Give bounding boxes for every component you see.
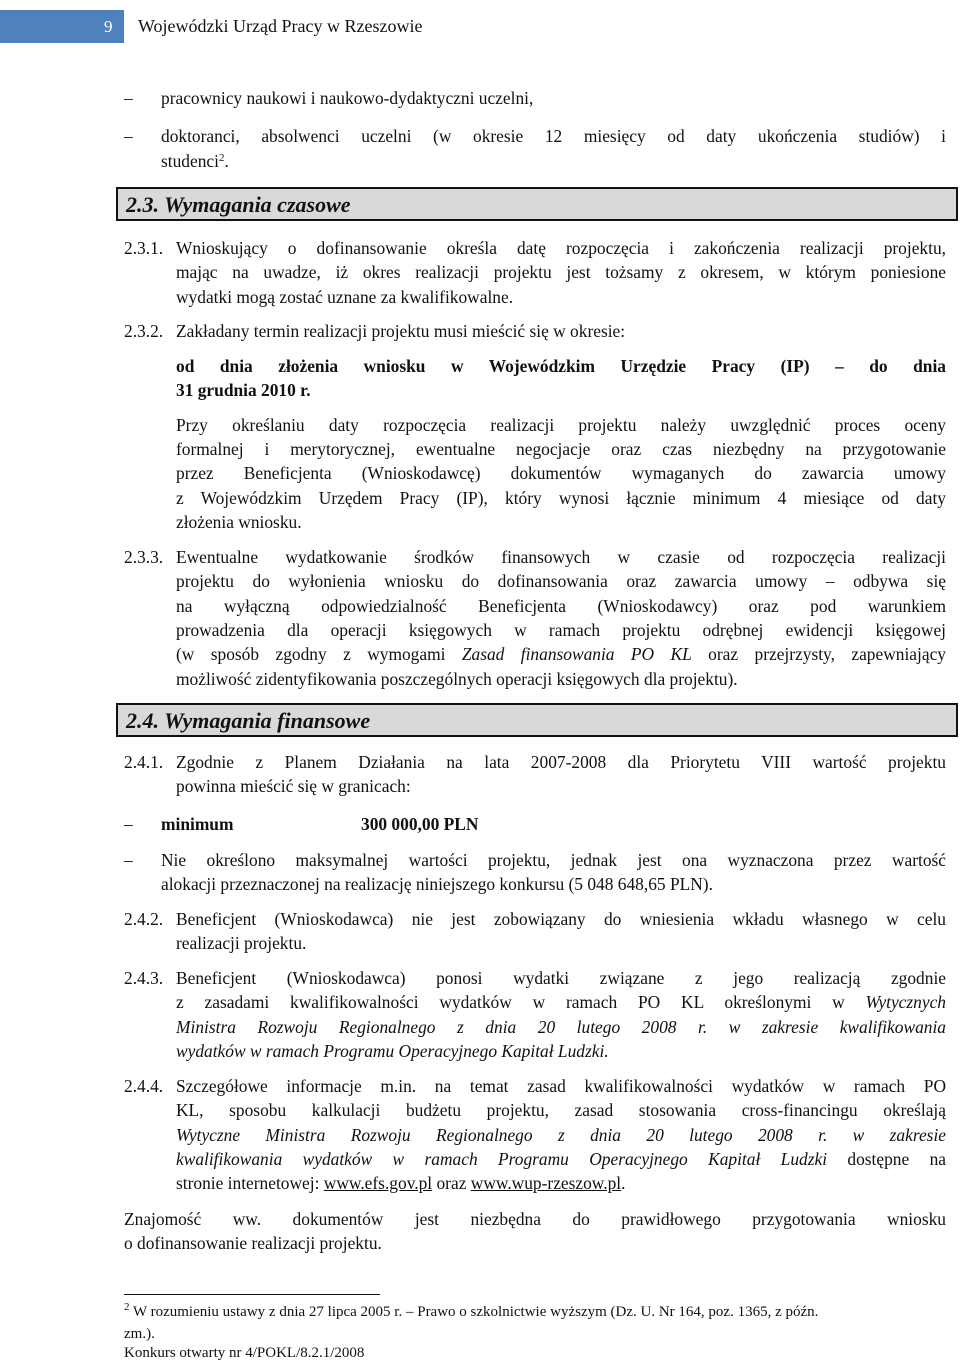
paragraph-line: Beneficjent (Wnioskodawca) nie jest zobowiązany do wniesienia wkładu własnego w celu (176, 909, 946, 929)
italic-reference: kwalifikowania wydatków w ramach Programu Operacyjnego Kapitał Ludzki (176, 1149, 828, 1169)
page-footer: Konkurs otwarty nr 4/POKL/8.2.1/2008 (124, 1345, 365, 1361)
text-span: (w sposób zgodny z wymogami (176, 644, 462, 664)
text-span: dostępne na (827, 1149, 946, 1169)
paragraph-line: Zgodnie z Planem Działania na lata 2007-2008 dla Priorytetu VIII wartość projektu (176, 752, 946, 772)
list-item: pracownicy naukowi i naukowo-dydaktyczni uczelni, (161, 88, 534, 108)
paragraph-line: realizacji projektu. (176, 933, 307, 953)
paragraph-number: 2.3.2. (124, 321, 164, 341)
section-title-2-3: 2.3. Wymagania czasowe (126, 192, 351, 217)
italic-reference-line: Ministra Rozwoju Regionalnego z dnia 20 lutego 2008 r. w zakresie kwalifikowania (176, 1017, 946, 1037)
paragraph-line: prowadzenia dla operacji księgowych w ramach projektu odrębnej ewidencji księgowej (176, 620, 946, 640)
paragraph-line (176, 990, 946, 1014)
paragraph-line: Przy określaniu daty rozpoczęcia realizacji projektu należy uwzględnić proces oceny (176, 415, 946, 435)
list-item-continuation: alokacji przeznaczonej na realizację niniejszego konkursu (5 048 648,65 PLN). (161, 874, 713, 894)
paragraph-line: mając na uwadze, iż okres realizacji projektu jest tożsamy z okresem, w którym poniesione (176, 262, 946, 282)
italic-reference-line: wydatków w ramach Programu Operacyjnego Kapitał Ludzki. (176, 1041, 609, 1061)
footnote-separator (124, 1294, 380, 1295)
text-span: . (621, 1173, 626, 1193)
italic-reference: Zasad finansowania PO KL (461, 644, 692, 664)
paragraph-number: 2.4.2. (124, 909, 164, 929)
section-heading-box (116, 703, 958, 737)
footnote-line: W rozumieniu ustawy z dnia 27 lipca 2005 r. – Prawo o szkolnictwie wyższym (Dz. U. Nr 164, poz. 1365, z późn. (129, 1304, 819, 1320)
paragraph-line: projektu do wyłonienia wniosku do dofinansowania oraz zawarcia umowy – odbywa się (176, 571, 946, 591)
dash-bullet: – (124, 814, 133, 834)
footnote-marker: 2 (124, 1301, 130, 1313)
paragraph-number: 2.4.4. (124, 1076, 164, 1096)
closing-line: Znajomość ww. dokumentów jest niezbędna do prawidłowego przygotowania wniosku (124, 1209, 946, 1229)
paragraph-line: powinna mieścić się w granicach: (176, 776, 411, 796)
footnote-text (124, 1302, 818, 1322)
dash-bullet: – (124, 88, 133, 108)
closing-line: o dofinansowanie realizacji projektu. (124, 1233, 382, 1253)
text-span: oraz (432, 1173, 471, 1193)
paragraph-line (176, 1147, 946, 1171)
paragraph-line (176, 642, 946, 666)
paragraph-line: Wnioskujący o dofinansowanie określa datę rozpoczęcia i zakończenia realizacji projektu, (176, 238, 946, 258)
paragraph-number: 2.4.1. (124, 752, 164, 772)
section-heading-box (116, 187, 958, 221)
minimum-label: minimum (161, 814, 234, 834)
bold-date-range: od dnia złożenia wniosku w Wojewódzkim Urzędzie Pracy (IP) – do dnia (176, 356, 946, 376)
italic-reference-line: Wytyczne Ministra Rozwoju Regionalnego z dnia 20 lutego 2008 r. w zakresie (176, 1125, 946, 1145)
list-item: Nie określono maksymalnej wartości projektu, jednak jest ona wyznaczona przez wartość (161, 850, 946, 870)
paragraph-line: złożenia wniosku. (176, 512, 302, 532)
header-title: Wojewódzki Urząd Pracy w Rzeszowie (138, 16, 423, 36)
paragraph-number: 2.3.3. (124, 547, 164, 567)
list-item-end: . (224, 151, 229, 171)
paragraph-line: KL, sposobu kalkulacji budżetu projektu, zasad stosowania cross-financingu określają (176, 1100, 946, 1120)
paragraph-line: przez Beneficjenta (Wnioskodawcę) dokumentów wymaganych do zawarcia umowy (176, 463, 946, 483)
paragraph-line: Beneficjent (Wnioskodawca) ponosi wydatki związane z jego realizacją zgodnie (176, 968, 946, 988)
text-span: oraz przejrzysty, zapewniający (691, 644, 946, 664)
link-wup-rzeszow[interactable]: www.wup-rzeszow.pl (470, 1173, 622, 1193)
paragraph-line: z Wojewódzkim Urzędem Pracy (IP), który wynosi łącznie minimum 4 miesiące od daty (176, 488, 946, 508)
text-span: z zasadami kwalifikowalności wydatków w ramach PO KL określonymi w (176, 992, 866, 1012)
dash-bullet: – (124, 126, 133, 146)
page-header (0, 10, 960, 42)
list-item-continuation (161, 149, 229, 173)
bold-date-range-end: 31 grudnia 2010 r. (176, 380, 311, 400)
paragraph-number: 2.4.3. (124, 968, 164, 988)
section-title-2-4: 2.4. Wymagania finansowe (126, 708, 371, 733)
minimum-value: 300 000,00 PLN (361, 814, 479, 834)
paragraph-number: 2.3.1. (124, 238, 164, 258)
paragraph-line: formalnej i merytorycznej, ewentualne negocjacje oraz czas niezbędny na przygotowanie (176, 439, 946, 459)
dash-bullet: – (124, 850, 133, 870)
paragraph-line: Szczegółowe informacje m.in. na temat zasad kwalifikowalności wydatków w ramach PO (176, 1076, 946, 1096)
paragraph-line: Zakładany termin realizacji projektu musi mieścić się w okresie: (176, 321, 626, 341)
text-span: stronie internetowej: (176, 1173, 324, 1193)
paragraph-line: Ewentualne wydatkowanie środków finansowych w czasie od rozpoczęcia realizacji (176, 547, 946, 567)
paragraph-line: wydatki mogą zostać uznane za kwalifikowalne. (176, 287, 514, 307)
footnote-text-continuation: zm.). (124, 1326, 155, 1342)
paragraph-line: na wyłączną odpowiedzialność Beneficjenta (Wnioskodawcy) oraz pod warunkiem (176, 596, 946, 616)
link-efs[interactable]: www.efs.gov.pl (323, 1173, 433, 1193)
footnote-ref[interactable]: 2 (218, 152, 225, 164)
italic-reference: Wytycznych (865, 992, 946, 1012)
list-item: doktoranci, absolwenci uczelni (w okresie 12 miesięcy od daty ukończenia studiów) i (161, 126, 946, 146)
paragraph-line: możliwość zidentyfikowania poszczególnych operacji księgowych dla projektu). (176, 669, 738, 689)
list-item-text: studenci (161, 151, 219, 171)
page-number: 9 (0, 10, 124, 43)
paragraph-line (176, 1171, 625, 1195)
